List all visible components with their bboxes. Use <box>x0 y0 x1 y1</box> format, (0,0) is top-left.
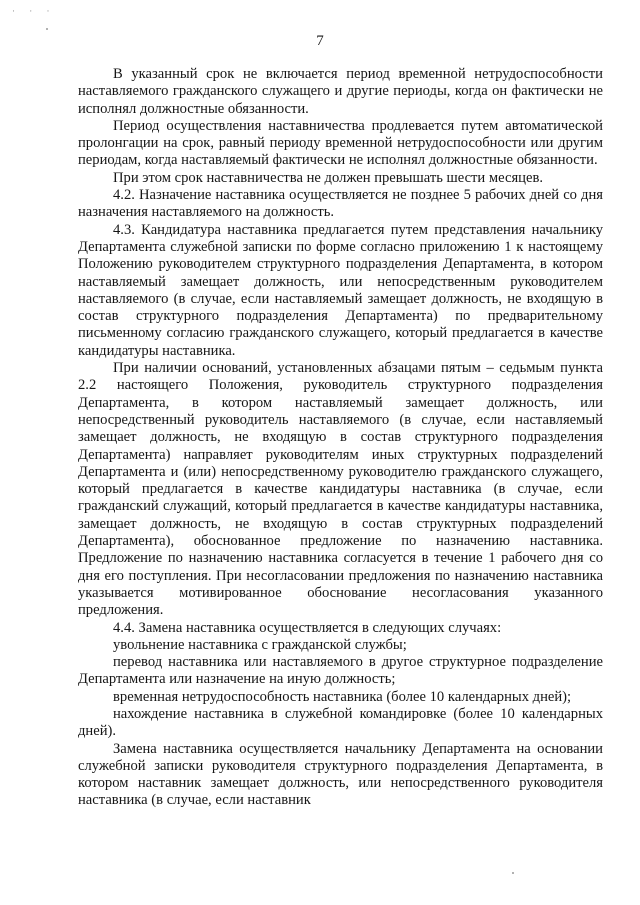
paragraph: При этом срок наставничества не должен превышать шести месяцев. <box>113 169 543 186</box>
page-number: 7 <box>316 33 324 49</box>
paragraph: В указанный срок не включается период временной нетрудоспособности наставляемого гражданского служащего и другие периоды, когда он фактически не исполнял должностные обязанности. <box>78 66 603 117</box>
paragraph: При наличии оснований, установленных абзацами пятым – седьмым пункта 2.2 настоящего Положения, руководитель структурного подразделения Департамента, в котором наставляемый замещает должность, или непосредственный руководитель наставляемого (в случае, если наставляемый замещает должность, не входящую в состав структурного подразделения Департамента) направляет руководителям иных структурных подразделений Департамента и (или) непосредственному руководителю гражданского служащего, который предлагается в качестве кандидатуры наставника (в случае, если гражданский служащий, который предлагается в качестве кандидатуры наставника, замещает должность, не входящую в состав структурных подразделений Департамента), обоснованное предложение по назначению наставника. Предложение по назначению наставника согласуется в течение 1 рабочего дня со дня его поступления. При несогласовании предложения по назначению наставника указывается мотивированное обоснование несогласования указанного предложения. <box>78 360 603 619</box>
paragraph: Замена наставника осуществляется начальнику Департамента на основании служебной записки руководителя структурного подразделения Департамента, в котором наставник замещает должность, или непосредственного руководителя наставника (в случае, если наставник <box>78 740 603 809</box>
scan-artifact-speck <box>46 28 48 30</box>
paragraph: нахождение наставника в служебной командировке (более 10 календарных дней). <box>78 705 603 740</box>
paragraph: временная нетрудоспособность наставника (более 10 календарных дней); <box>113 688 572 705</box>
paragraph: 4.2. Назначение наставника осуществляется не позднее 5 рабочих дней со дня назначения наставляемого на должность. <box>78 187 603 221</box>
document-body <box>78 66 603 810</box>
paragraph: 4.4. Замена наставника осуществляется в следующих случаях: <box>113 619 502 636</box>
paragraph: Период осуществления наставничества продлевается путем автоматической пролонгации на срок, равный периоду временной нетрудоспособности или другим периодам, когда наставляемый фактически не исполнял должностные обязанности. <box>78 117 603 169</box>
scan-artifact-speck <box>512 872 514 874</box>
paragraph: перевод наставника или наставляемого в другое структурное подразделение Департамента или назначение на иную должность; <box>78 654 603 688</box>
paragraph: 4.3. Кандидатура наставника предлагается путем представления начальнику Департамента служебной записки по форме согласно приложению 1 к настоящему Положению руководителем структурного подразделения Департамента, в котором наставляемый замещает должность, или непосредственным руководителем наставляемого (в случае, если наставляемый замещает должность, не входящую в состав структурного подразделения Департамента) по предварительному письменному согласию гражданского служащего, который предлагается в качестве кандидатуры наставника. <box>78 221 603 359</box>
paragraph: увольнение наставника с гражданской службы; <box>113 636 407 653</box>
scan-artifact-dots: · · · <box>12 6 56 16</box>
